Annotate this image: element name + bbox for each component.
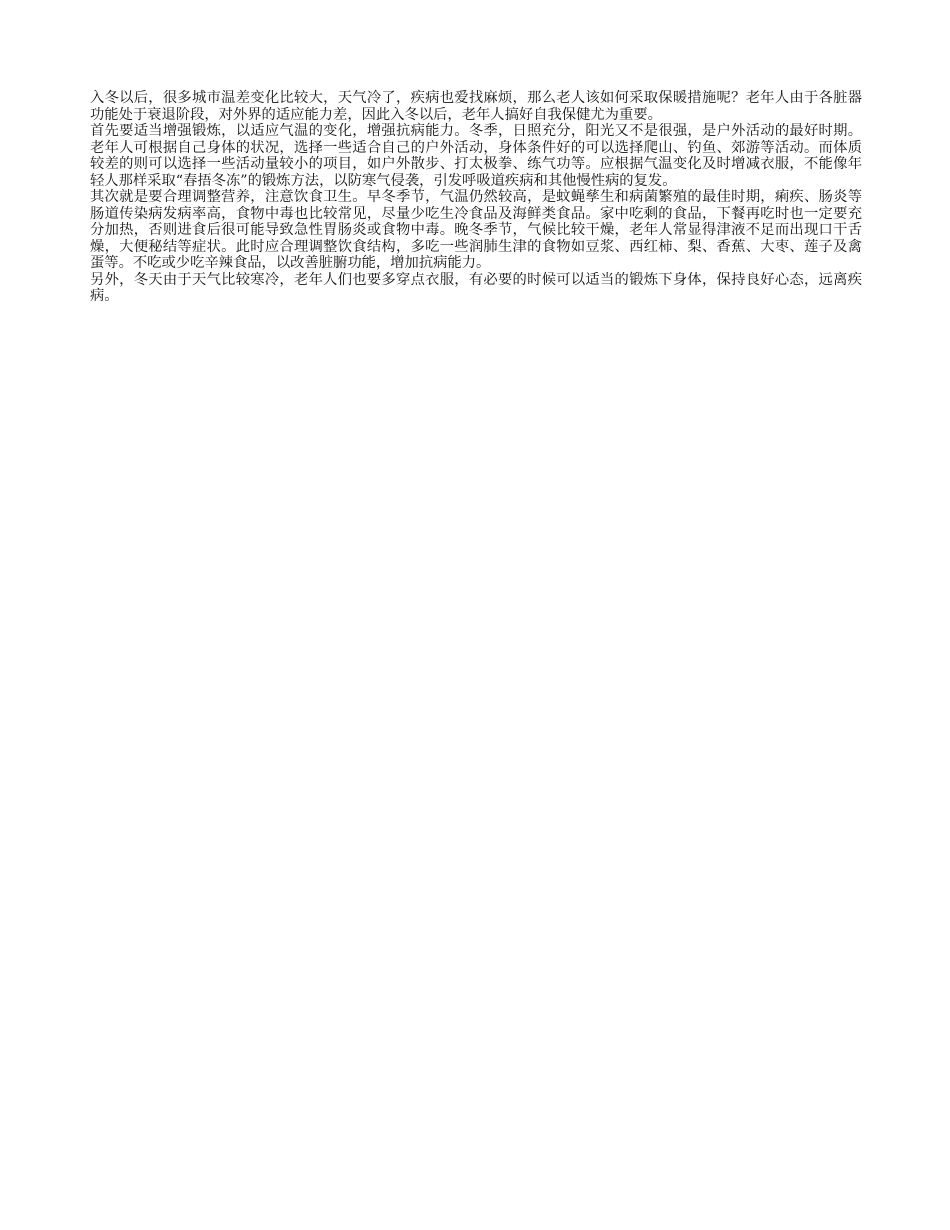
article-body	[90, 90, 862, 305]
paragraph-intro: 入冬以后，很多城市温差变化比较大，天气冷了，疾病也爱找麻烦，那么老人该如何采取保暖措施呢？老年人由于各脏器功能处于衰退阶段，对外界的适应能力差，因此入冬以后，老年人搞好自我保健尤为重要。	[90, 90, 862, 123]
paragraph-conclusion: 另外，冬天由于天气比较寒冷，老年人们也要多穿点衣服，有必要的时候可以适当的锻炼下身体，保持良好心态，远离疾病。	[90, 271, 862, 304]
paragraph-nutrition: 其次就是要合理调整营养，注意饮食卫生。早冬季节，气温仍然较高，是蚊蝇孳生和病菌繁殖的最佳时期，痢疾、肠炎等肠道传染病发病率高，食物中毒也比较常见，尽量少吃生冷食品及海鲜类食品。家中吃剩的食品，下餐再吃时也一定要充分加热，否则进食后很可能导致急性胃肠炎或食物中毒。晚冬季节，气候比较干燥，老年人常显得津液不足而出现口干舌燥，大便秘结等症状。此时应合理调整饮食结构，多吃一些润肺生津的食物如豆浆、西红柿、梨、香蕉、大枣、莲子及禽蛋等。不吃或少吃辛辣食品，以改善脏腑功能，增加抗病能力。	[90, 189, 862, 271]
paragraph-exercise: 首先要适当增强锻炼，以适应气温的变化，增强抗病能力。冬季，日照充分，阳光又不是很强，是户外活动的最好时期。老年人可根据自己身体的状况，选择一些适合自己的户外活动，身体条件好的可以选择爬山、钓鱼、郊游等活动。而体质较差的则可以选择一些活动量较小的项目，如户外散步、打太极拳、练气功等。应根据气温变化及时增减衣服，不能像年轻人那样采取“春捂冬冻”的锻炼方法，以防寒气侵袭，引发呼吸道疾病和其他慢性病的复发。	[90, 123, 862, 189]
